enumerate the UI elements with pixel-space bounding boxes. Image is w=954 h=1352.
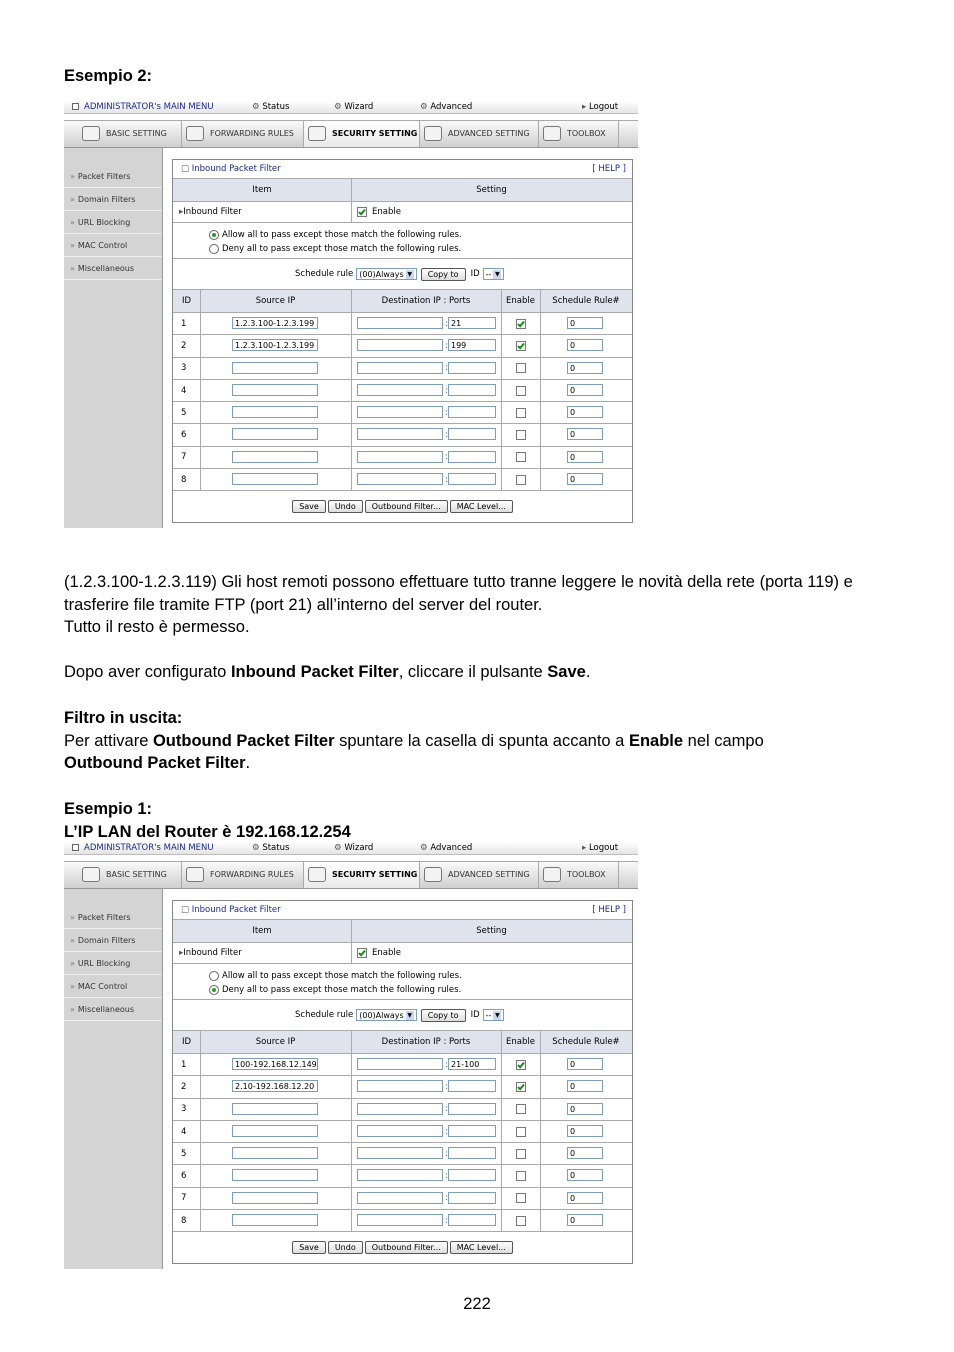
schedule-rule-input[interactable]: 0	[567, 1214, 603, 1226]
rule-id: 4	[181, 385, 187, 396]
port-input[interactable]	[448, 1214, 496, 1226]
id-select-value: --	[485, 1011, 492, 1020]
schedule-row	[173, 259, 632, 290]
inbound-filter-enable-checkbox[interactable]	[357, 207, 367, 217]
destination-ip-input[interactable]	[357, 362, 443, 374]
schedule-col-header: Schedule Rule#	[552, 1037, 620, 1047]
panel-header	[173, 160, 632, 179]
status-link[interactable]	[252, 842, 289, 854]
rule-enable-checkbox[interactable]	[516, 1060, 526, 1070]
table-row	[173, 1210, 632, 1232]
inbound-filter-row	[173, 202, 632, 223]
inbound-filter-panel	[172, 900, 633, 1264]
id-select[interactable]	[483, 268, 505, 280]
menu-wizard-icon: ⚙	[334, 843, 345, 853]
main-tabs	[64, 861, 638, 889]
rule-enable-checkbox[interactable]	[516, 430, 526, 440]
port-input[interactable]	[448, 406, 496, 418]
page-number: 222	[463, 1295, 491, 1313]
wizard-link-label: Wizard	[344, 843, 374, 853]
port-colon: :	[445, 1126, 448, 1137]
policy-radio-row	[173, 223, 632, 259]
rules-table-header	[173, 290, 632, 313]
schedule-rule-input[interactable]: 0	[567, 451, 603, 463]
table-row	[173, 469, 632, 491]
source-ip-input[interactable]	[232, 451, 318, 463]
id-select-value: --	[485, 270, 492, 279]
schedule-rule-input[interactable]: 0	[567, 1080, 603, 1092]
menu-logout-icon: ▸	[582, 843, 589, 853]
chevron-down-icon: ▼	[407, 1012, 413, 1019]
chevron-down-icon: ▼	[495, 1012, 500, 1019]
enable-label: Enable	[372, 207, 401, 217]
logout-link[interactable]	[582, 101, 618, 113]
rule-id: 2	[181, 340, 187, 351]
destination-col-header: Destination IP : Ports	[381, 1037, 471, 1047]
rule-id: 7	[181, 1193, 187, 1204]
source-ip-col-header: Source IP	[255, 1037, 296, 1047]
port-input[interactable]	[448, 1192, 496, 1204]
forwarding-rules-icon	[186, 867, 204, 882]
rule-id: 6	[181, 1171, 187, 1182]
item-setting-header	[173, 920, 632, 943]
rules-table-header	[173, 1031, 632, 1054]
admin-main-menu-link-label: ADMINISTRATOR's MAIN MENU	[84, 843, 214, 853]
advanced-link-label: Advanced	[430, 102, 473, 112]
undo-button[interactable]: Undo	[328, 1241, 363, 1254]
save-button[interactable]: Save	[292, 500, 326, 513]
rule-enable-checkbox[interactable]	[516, 452, 526, 462]
rule-id: 1	[181, 318, 187, 329]
port-input[interactable]	[448, 384, 496, 396]
advanced-link[interactable]	[420, 101, 472, 113]
schedule-rule-input[interactable]: 0	[567, 1169, 603, 1181]
port-input[interactable]	[448, 1080, 496, 1092]
source-ip-input[interactable]	[232, 1147, 318, 1159]
table-row	[173, 1099, 632, 1121]
paragraph-explanation: (1.2.3.100-1.2.3.119) Gli host remoti possono effettuare tutto tranne leggere le novità della rete (porta 119) e trasferire file tramite FTP (port 21) all’interno del server del router. Tutto il resto è permesso.	[64, 573, 853, 636]
tab-security-setting[interactable]	[304, 121, 420, 147]
tab-label: BASIC SETTING	[106, 129, 167, 138]
basic-setting-icon	[82, 126, 100, 141]
port-colon: :	[445, 430, 448, 441]
table-row	[173, 1054, 632, 1076]
panel-title: Inbound Packet Filter	[191, 164, 281, 174]
port-colon: :	[445, 1081, 448, 1092]
rule-enable-checkbox[interactable]	[516, 341, 526, 351]
rule-enable-checkbox[interactable]	[516, 475, 526, 485]
nav-item-url-blocking[interactable]: » URL Blocking	[64, 953, 162, 975]
example2-heading: Esempio 2:	[64, 67, 153, 85]
id-col-header: ID	[181, 1037, 192, 1047]
port-input[interactable]	[448, 1169, 496, 1181]
port-colon: :	[445, 318, 448, 329]
advanced-setting-icon	[424, 126, 442, 141]
paragraph-outbound: Filtro in uscita: Per attivare Outbound Packet Filter spuntare la casella di spunta accanto a Enable nel campo Outbound Packet Filter.	[64, 709, 764, 772]
deny-radio-option[interactable]	[209, 242, 462, 256]
copy-to-button[interactable]: Copy to	[421, 1009, 466, 1022]
rule-id: 8	[181, 474, 187, 485]
panel-square-icon: □	[181, 905, 192, 915]
tab-label: TOOLBOX	[567, 129, 606, 138]
allow-radio[interactable]	[209, 230, 219, 240]
left-nav	[64, 148, 163, 528]
allow-radio-label: Allow all to pass except those match the following rules.	[222, 230, 462, 240]
rule-id: 6	[181, 430, 187, 441]
rule-enable-checkbox[interactable]	[516, 386, 526, 396]
inbound-filter-row	[173, 943, 632, 964]
forwarding-rules-icon	[186, 126, 204, 141]
menu-wizard-icon: ⚙	[334, 102, 345, 112]
tab-label: FORWARDING RULES	[210, 129, 294, 138]
port-input[interactable]: 21-100	[448, 1058, 496, 1070]
port-colon: :	[445, 1215, 448, 1226]
deny-radio[interactable]	[209, 985, 219, 995]
source-ip-input[interactable]	[232, 1214, 318, 1226]
advanced-link-label: Advanced	[430, 843, 473, 853]
table-row	[173, 335, 632, 357]
schedule-rule-input[interactable]: 0	[567, 1103, 603, 1115]
schedule-select-value: (00)Always	[359, 270, 404, 279]
nav-item-miscellaneous[interactable]: » Miscellaneous	[64, 258, 162, 280]
chevron-down-icon: ▼	[495, 271, 500, 278]
schedule-select-value: (00)Always	[359, 1011, 404, 1020]
router-screenshot-example2	[64, 101, 638, 528]
toolbox-icon	[543, 867, 561, 882]
outbound-filter-button[interactable]: Outbound Filter...	[365, 1241, 448, 1254]
schedule-rule-input[interactable]: 0	[567, 1147, 603, 1159]
main-tabs	[64, 120, 638, 148]
toolbox-icon	[543, 126, 561, 141]
menu-status-icon: ⚙	[252, 102, 263, 112]
copy-to-button[interactable]: Copy to	[421, 268, 466, 281]
allow-radio-option[interactable]	[209, 969, 462, 983]
port-colon: :	[445, 363, 448, 374]
table-row	[173, 1143, 632, 1165]
source-ip-input[interactable]	[232, 473, 318, 485]
schedule-rule-input[interactable]: 0	[567, 362, 603, 374]
destination-ip-input[interactable]	[357, 1125, 443, 1137]
admin-main-menu-link-label: ADMINISTRATOR's MAIN MENU	[84, 102, 214, 112]
nav-item-miscellaneous[interactable]: » Miscellaneous	[64, 999, 162, 1021]
col-setting-header: Setting	[476, 185, 507, 195]
deny-radio[interactable]	[209, 244, 219, 254]
table-row	[173, 1076, 632, 1098]
wizard-link[interactable]	[334, 842, 373, 854]
source-ip-input[interactable]	[232, 1169, 318, 1181]
rule-id: 4	[181, 1126, 187, 1137]
advanced-setting-icon	[424, 867, 442, 882]
tab-forwarding-rules[interactable]	[182, 121, 304, 147]
port-colon: :	[445, 407, 448, 418]
schedule-row	[173, 1000, 632, 1031]
schedule-select[interactable]	[356, 1009, 416, 1021]
help-link[interactable]: [ HELP ]	[592, 164, 626, 174]
security-setting-icon	[308, 867, 326, 882]
port-colon: :	[445, 474, 448, 485]
paragraph-save-instruction: Dopo aver configurato Inbound Packet Filter, cliccare il pulsante Save.	[64, 663, 591, 681]
tab-label: SECURITY SETTING	[332, 129, 418, 138]
wizard-link-label: Wizard	[344, 102, 374, 112]
tab-security-setting[interactable]	[304, 862, 420, 888]
port-colon: :	[445, 1148, 448, 1159]
status-link-label: Status	[262, 102, 290, 112]
schedule-select[interactable]	[356, 268, 416, 280]
nav-item-packet-filters[interactable]: » Packet Filters	[64, 166, 162, 188]
destination-ip-input[interactable]	[357, 428, 443, 440]
panel-header	[173, 901, 632, 920]
destination-ip-input[interactable]	[357, 339, 443, 351]
source-ip-input[interactable]	[232, 362, 318, 374]
tab-label: TOOLBOX	[567, 870, 606, 879]
destination-ip-input[interactable]	[357, 1169, 443, 1181]
advanced-link[interactable]	[420, 842, 472, 854]
source-ip-input[interactable]	[232, 428, 318, 440]
destination-ip-input[interactable]	[357, 406, 443, 418]
tab-label: ADVANCED SETTING	[448, 129, 530, 138]
button-row	[173, 1232, 632, 1263]
rule-enable-checkbox[interactable]	[516, 1082, 526, 1092]
source-ip-input[interactable]: 2.10-192.168.12.20	[232, 1080, 318, 1092]
enable-label: Enable	[372, 948, 401, 958]
tab-label: SECURITY SETTING	[332, 870, 418, 879]
schedule-rule-input[interactable]: 0	[567, 1192, 603, 1204]
source-ip-input[interactable]	[232, 384, 318, 396]
source-ip-input[interactable]: 1.2.3.100-1.2.3.199	[232, 317, 318, 329]
tab-toolbox[interactable]	[539, 862, 619, 888]
destination-ip-input[interactable]	[357, 1214, 443, 1226]
port-input[interactable]	[448, 1103, 496, 1115]
tab-label: ADVANCED SETTING	[448, 870, 530, 879]
menu-advanced-icon: ⚙	[420, 102, 431, 112]
id-label: ID	[470, 1010, 480, 1020]
allow-radio-label: Allow all to pass except those match the following rules.	[222, 971, 462, 981]
nav-item-domain-filters[interactable]: » Domain Filters	[64, 189, 162, 211]
menu-logout-icon: ▸	[582, 102, 589, 112]
port-input[interactable]	[448, 451, 496, 463]
col-item-header: Item	[252, 926, 272, 936]
tab-label: BASIC SETTING	[106, 870, 167, 879]
tab-toolbox[interactable]	[539, 121, 619, 147]
table-row	[173, 380, 632, 402]
col-setting-header: Setting	[476, 926, 507, 936]
deny-radio-option[interactable]	[209, 983, 462, 997]
rule-enable-checkbox[interactable]	[516, 1216, 526, 1226]
tab-basic-setting[interactable]	[78, 121, 182, 147]
enable-col-header: Enable	[506, 296, 535, 306]
tab-label: FORWARDING RULES	[210, 870, 294, 879]
mac-level-button[interactable]: MAC Level...	[450, 500, 513, 513]
rule-id: 3	[181, 363, 187, 374]
schedule-rule-input[interactable]: 0	[567, 339, 603, 351]
help-link[interactable]: [ HELP ]	[592, 905, 626, 915]
schedule-rule-label: Schedule rule	[295, 1010, 354, 1020]
destination-ip-input[interactable]	[357, 317, 443, 329]
rule-id: 2	[181, 1081, 187, 1092]
schedule-rule-input[interactable]: 0	[567, 428, 603, 440]
table-row	[173, 447, 632, 469]
table-row	[173, 424, 632, 446]
undo-button[interactable]: Undo	[328, 500, 363, 513]
nav-item-packet-filters[interactable]: » Packet Filters	[64, 907, 162, 929]
port-colon: :	[445, 452, 448, 463]
schedule-rule-input[interactable]: 0	[567, 1058, 603, 1070]
tab-advanced-setting[interactable]	[420, 121, 539, 147]
rule-id: 1	[181, 1059, 187, 1070]
outbound-filter-button[interactable]: Outbound Filter...	[365, 500, 448, 513]
table-row	[173, 1121, 632, 1143]
rule-enable-checkbox[interactable]	[516, 1193, 526, 1203]
chevron-down-icon: ▼	[407, 271, 413, 278]
destination-ip-input[interactable]	[357, 473, 443, 485]
source-ip-input[interactable]: 100-192.168.12.149	[232, 1058, 318, 1070]
schedule-rule-input[interactable]: 0	[567, 1125, 603, 1137]
main-area	[64, 148, 638, 528]
status-link[interactable]	[252, 101, 289, 113]
rule-id: 8	[181, 1215, 187, 1226]
port-colon: :	[445, 1059, 448, 1070]
nav-item-domain-filters[interactable]: » Domain Filters	[64, 930, 162, 952]
source-ip-input[interactable]	[232, 1192, 318, 1204]
table-row	[173, 1188, 632, 1210]
destination-ip-input[interactable]	[357, 384, 443, 396]
source-ip-col-header: Source IP	[255, 296, 296, 306]
top-menu-bar	[64, 842, 638, 855]
rule-id: 3	[181, 1104, 187, 1115]
source-ip-input[interactable]	[232, 1103, 318, 1115]
tab-advanced-setting[interactable]	[420, 862, 539, 888]
port-input[interactable]	[448, 362, 496, 374]
panel-square-icon: □	[181, 164, 192, 174]
rule-enable-checkbox[interactable]	[516, 363, 526, 373]
admin-main-menu-link[interactable]	[72, 101, 214, 113]
rule-enable-checkbox[interactable]	[516, 1127, 526, 1137]
port-input[interactable]	[448, 428, 496, 440]
source-ip-input[interactable]	[232, 1125, 318, 1137]
source-ip-input[interactable]: 1.2.3.100-1.2.3.199	[232, 339, 318, 351]
port-colon: :	[445, 1193, 448, 1204]
inbound-filter-label: Inbound Filter	[183, 948, 242, 958]
inbound-filter-label: Inbound Filter	[183, 207, 242, 217]
port-colon: :	[445, 1171, 448, 1182]
rule-enable-checkbox[interactable]	[516, 1104, 526, 1114]
port-input[interactable]	[448, 473, 496, 485]
port-input[interactable]: 199	[448, 339, 496, 351]
rule-enable-checkbox[interactable]	[516, 1149, 526, 1159]
rule-enable-checkbox[interactable]	[516, 408, 526, 418]
left-nav	[64, 889, 163, 1269]
rule-id: 7	[181, 452, 187, 463]
menu-advanced-icon: ⚙	[420, 843, 431, 853]
destination-ip-input[interactable]	[357, 451, 443, 463]
id-label: ID	[470, 269, 480, 279]
save-button[interactable]: Save	[292, 1241, 326, 1254]
rule-enable-checkbox[interactable]	[516, 1171, 526, 1181]
destination-ip-input[interactable]	[357, 1147, 443, 1159]
nav-item-mac-control[interactable]: » MAC Control	[64, 235, 162, 257]
destination-ip-input[interactable]	[357, 1058, 443, 1070]
rule-id: 5	[181, 407, 187, 418]
table-row	[173, 402, 632, 424]
nav-item-mac-control[interactable]: » MAC Control	[64, 976, 162, 998]
id-select[interactable]	[483, 1009, 505, 1021]
top-menu-bar	[64, 101, 638, 114]
table-row	[173, 313, 632, 335]
menu-square-icon	[72, 103, 79, 110]
port-input[interactable]: 21	[448, 317, 496, 329]
item-setting-header	[173, 179, 632, 202]
logout-link-label: Logout	[588, 102, 619, 112]
admin-main-menu-link[interactable]	[72, 842, 214, 854]
deny-radio-label: Deny all to pass except those match the following rules.	[222, 985, 462, 995]
example1-heading: Esempio 1: L’IP LAN del Router è 192.168.12.254	[64, 800, 351, 841]
schedule-col-header: Schedule Rule#	[552, 296, 620, 306]
menu-square-icon	[72, 844, 79, 851]
destination-ip-input[interactable]	[357, 1080, 443, 1092]
destination-col-header: Destination IP : Ports	[381, 296, 471, 306]
menu-status-icon: ⚙	[252, 843, 263, 853]
policy-radio-row	[173, 964, 632, 1000]
basic-setting-icon	[82, 867, 100, 882]
logout-link[interactable]	[582, 842, 618, 854]
allow-radio-option[interactable]	[209, 228, 462, 242]
port-colon: :	[445, 385, 448, 396]
schedule-rule-input[interactable]: 0	[567, 473, 603, 485]
button-row	[173, 491, 632, 522]
schedule-rule-label: Schedule rule	[295, 269, 354, 279]
router-screenshot-example1	[64, 842, 638, 1269]
arrow-icon: ▸	[179, 948, 184, 958]
port-colon: :	[445, 340, 448, 351]
arrow-icon: ▸	[179, 207, 184, 217]
schedule-rule-input[interactable]: 0	[567, 384, 603, 396]
schedule-rule-input[interactable]: 0	[567, 317, 603, 329]
wizard-link[interactable]	[334, 101, 373, 113]
logout-link-label: Logout	[588, 843, 619, 853]
panel-title: Inbound Packet Filter	[191, 905, 281, 915]
id-col-header: ID	[181, 296, 192, 306]
deny-radio-label: Deny all to pass except those match the following rules.	[222, 244, 462, 254]
enable-col-header: Enable	[506, 1037, 535, 1047]
source-ip-input[interactable]	[232, 406, 318, 418]
port-colon: :	[445, 1104, 448, 1115]
nav-item-url-blocking[interactable]: » URL Blocking	[64, 212, 162, 234]
destination-ip-input[interactable]	[357, 1192, 443, 1204]
inbound-filter-enable-checkbox[interactable]	[357, 948, 367, 958]
port-input[interactable]	[448, 1147, 496, 1159]
status-link-label: Status	[262, 843, 290, 853]
mac-level-button[interactable]: MAC Level...	[450, 1241, 513, 1254]
col-item-header: Item	[252, 185, 272, 195]
table-row	[173, 1165, 632, 1187]
main-area	[64, 889, 638, 1269]
schedule-rule-input[interactable]: 0	[567, 406, 603, 418]
security-setting-icon	[308, 126, 326, 141]
rule-enable-checkbox[interactable]	[516, 319, 526, 329]
rule-id: 5	[181, 1148, 187, 1159]
destination-ip-input[interactable]	[357, 1103, 443, 1115]
inbound-filter-panel	[172, 159, 633, 523]
table-row	[173, 358, 632, 380]
tab-forwarding-rules[interactable]	[182, 862, 304, 888]
allow-radio[interactable]	[209, 971, 219, 981]
port-input[interactable]	[448, 1125, 496, 1137]
tab-basic-setting[interactable]	[78, 862, 182, 888]
